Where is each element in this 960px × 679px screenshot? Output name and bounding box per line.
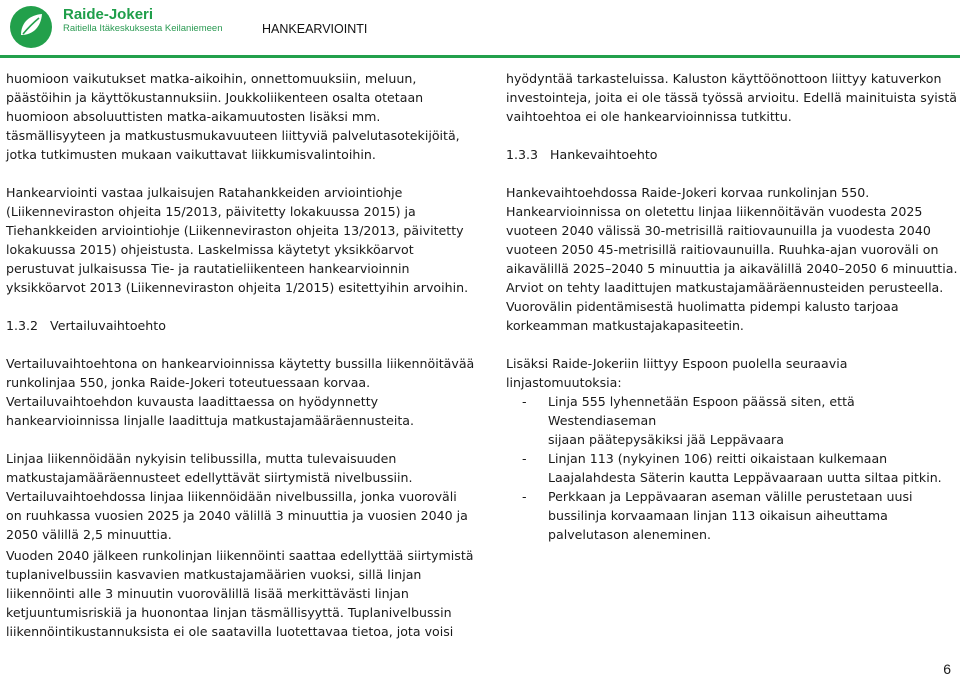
text-line: Vuorovälin pidentämisestä huolimatta pidempi kalusto tarjoaa: [506, 299, 899, 314]
text-line: 2050 välillä 2,5 minuuttia.: [6, 527, 172, 542]
text-line: täsmällisyyteen ja matkustusmukavuuteen liittyviä palvelutasotekijöitä,: [6, 128, 460, 143]
right-column: [506, 69, 958, 544]
text-line: Vertailuvaihtoehtona on hankearvioinnissa käytetty bussilla liikennöitävää: [6, 356, 475, 371]
text-line: Tiehankkeiden arviointiohje (Liikenneviraston ohjeita 13/2013, päivitetty: [6, 223, 464, 238]
bottom-paragraph: [6, 546, 506, 641]
paragraph: [6, 546, 506, 641]
text-line: huomioon absoluuttisten matka-aikamuutosten lisäksi mm.: [6, 109, 381, 124]
list-item: [506, 487, 958, 544]
header-rule: [0, 55, 960, 58]
text-line: perustuvat julkaisussa Tie- ja rautatieliikenteen hankearvioinnin: [6, 261, 410, 276]
text-line: bussilinja korvaamaan linjan 113 oikaisun aiheuttama: [548, 508, 888, 523]
text-line: jotka tutkimusten mukaan vaikuttavat liikkumisvalintoihin.: [6, 147, 376, 162]
text-line: Hankearviointi vastaa julkaisujen Ratahankkeiden arviointiohje: [6, 185, 403, 200]
text-line: liikennöinti alle 3 minuutin vuorovälillä lisää merkittävästi linjan: [6, 586, 409, 601]
paragraph: [506, 183, 958, 335]
text-line: sijaan päätepysäkiksi jää Leppävaara: [548, 432, 784, 447]
text-line: vuoteen 2050 45-metrisillä raitiovaunuilla. Ruuhka-ajan vuoroväli on: [506, 242, 939, 257]
paragraph: [6, 69, 478, 164]
running-title: HANKEARVIOINTI: [262, 22, 368, 36]
page-number: 6: [943, 661, 951, 677]
text-line: investointeja, joita ei ole tässä työssä arvioitu. Edellä mainituista syistä: [506, 90, 958, 105]
brand-name: Raide-Jokeri: [63, 6, 154, 23]
text-line: tuplanivelbussiin kasvavien matkustajamäärien vuoksi, sillä linjan: [6, 567, 422, 582]
text-line: Vertailuvaihtoehdossa linjaa liikennöidään nivelbussilla, jonka vuoroväli: [6, 489, 457, 504]
text-line: Vuoden 2040 jälkeen runkolinjan liikennöinti saattaa edellyttää siirtymistä: [6, 548, 474, 563]
list-item: [506, 392, 958, 449]
list-item: [506, 449, 958, 487]
section-heading: 1.3.3 Hankevaihtoehto: [506, 147, 658, 162]
paragraph: [6, 354, 478, 430]
text-line: Hankevaihtoehdossa Raide-Jokeri korvaa runkolinjan 550.: [506, 185, 870, 200]
text-line: korkeamman matkustajakapasiteetin.: [506, 318, 744, 333]
left-column: [6, 69, 478, 544]
paragraph: [6, 449, 478, 544]
text-line: aikavälillä 2025–2040 5 minuuttia ja aikavälillä 2040–2050 6 minuuttia.: [506, 261, 958, 276]
page-header: [0, 0, 960, 62]
change-list: [506, 392, 958, 544]
brand: [63, 6, 222, 35]
section-heading: 1.3.2 Vertailuvaihtoehto: [6, 318, 166, 333]
text-line: Perkkaan ja Leppävaaran aseman välille perustetaan uusi: [548, 489, 913, 504]
text-line: päästöihin ja käyttökustannuksiin. Joukkoliikenteen osalta otetaan: [6, 90, 424, 105]
text-line: on ruuhkassa vuosien 2025 ja 2040 välillä 3 minuuttia ja vuosien 2040 ja: [6, 508, 468, 523]
text-line: vuoteen 2040 välissä 30-metrisillä raitiovaunuilla ja vuodesta 2040: [506, 223, 931, 238]
text-line: palvelutason aleneminen.: [548, 527, 711, 542]
list-marker: -: [522, 451, 527, 466]
text-line: ketjuuntumisriskiä ja huonontaa linjan täsmällisyyttä. Tuplanivelbussin: [6, 605, 452, 620]
text-line: runkolinjaa 550, jonka Raide-Jokeri toteutuessaan korvaa.: [6, 375, 371, 390]
text-line: lokakuussa 2015) ohjeistusta. Laskelmissa käytetyt yksikköarvot: [6, 242, 414, 257]
text-line: Hankearvioinnissa on oletettu linjaa liikennöitävän vuodesta 2025: [506, 204, 923, 219]
leaf-logo-icon: [8, 4, 54, 50]
text-line: liikennöintikustannuksista ei ole saatavilla luotettavaa tietoa, jota voisi: [6, 624, 454, 639]
text-line: (Liikenneviraston ohjeita 15/2013, päivitetty lokakuussa 2015) ja: [6, 204, 416, 219]
text-line: Linjan 113 (nykyinen 106) reitti oikaistaan kulkemaan: [548, 451, 888, 466]
list-marker: -: [522, 489, 527, 504]
text-line: matkustajamääräennusteet edellyttävät siirtymistä nivelbussiin.: [6, 470, 413, 485]
text-line: Laajalahdesta Säterin kautta Leppävaaraan uutta siltaa pitkin.: [548, 470, 942, 485]
text-line: Arviot on tehty laadittujen matkustajamääräennusteiden perusteella.: [506, 280, 944, 295]
paragraph: Lisäksi Raide-Jokeriin liittyy Espoon puolella seuraavia linjastomuutoksia:: [506, 356, 848, 390]
paragraph: [506, 69, 958, 126]
list-marker: -: [522, 394, 527, 409]
text-line: Linja 555 lyhennetään Espoon päässä siten, että Westendiaseman: [548, 394, 855, 428]
text-line: hyödyntää tarkasteluissa. Kaluston käyttöönottoon liittyy katuverkon: [506, 71, 942, 86]
text-line: Vertailuvaihtoehdon kuvausta laadittaessa on hyödynnetty: [6, 394, 379, 409]
paragraph: [6, 183, 478, 297]
text-line: Linjaa liikennöidään nykyisin telibussilla, mutta tulevaisuuden: [6, 451, 397, 466]
text-line: huomioon vaikutukset matka-aikoihin, onnettomuuksiin, meluun,: [6, 71, 417, 86]
brand-tagline: Raitiella Itäkeskuksesta Keilaniemeen: [63, 23, 223, 34]
text-line: vaihtoehtoa ei ole hankearvioinnissa tutkittu.: [506, 109, 792, 124]
text-line: hankearvioinnissa linjalle laadittuja matkustajamääräennusteita.: [6, 413, 415, 428]
text-line: yksikköarvot 2013 (Liikenneviraston ohjeita 1/2015) esitettyihin arvoihin.: [6, 280, 469, 295]
